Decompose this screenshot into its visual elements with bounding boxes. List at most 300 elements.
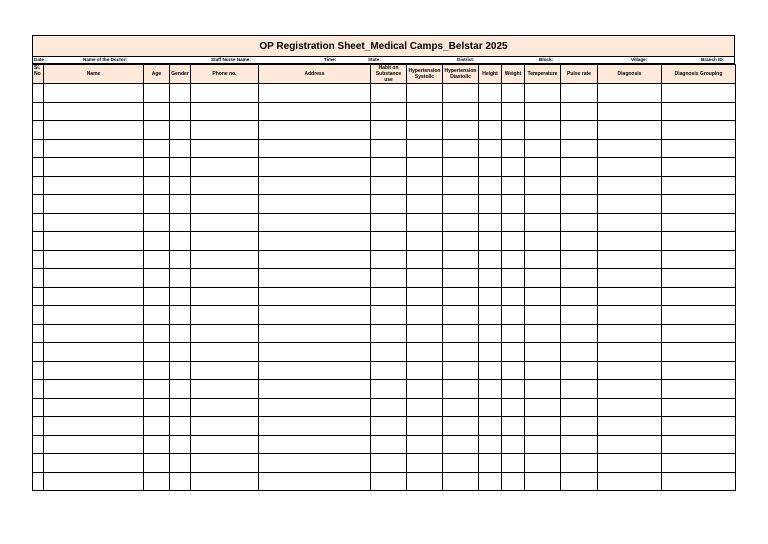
table-cell[interactable] xyxy=(662,398,736,417)
table-cell[interactable] xyxy=(479,472,502,491)
table-cell[interactable] xyxy=(662,121,736,140)
table-cell[interactable] xyxy=(144,435,170,454)
table-cell[interactable] xyxy=(259,139,371,158)
table-cell[interactable] xyxy=(33,361,44,380)
table-cell[interactable] xyxy=(479,195,502,214)
table-cell[interactable] xyxy=(598,472,662,491)
table-cell[interactable] xyxy=(407,454,443,473)
table-cell[interactable] xyxy=(33,102,44,121)
table-cell[interactable] xyxy=(371,176,407,195)
table-cell[interactable] xyxy=(662,435,736,454)
table-cell[interactable] xyxy=(502,121,525,140)
table-cell[interactable] xyxy=(33,158,44,177)
table-cell[interactable] xyxy=(479,343,502,362)
table-cell[interactable] xyxy=(170,343,191,362)
table-cell[interactable] xyxy=(502,195,525,214)
table-cell[interactable] xyxy=(259,232,371,251)
table-cell[interactable] xyxy=(170,324,191,343)
table-cell[interactable] xyxy=(144,361,170,380)
table-cell[interactable] xyxy=(33,380,44,399)
table-cell[interactable] xyxy=(502,435,525,454)
table-cell[interactable] xyxy=(144,232,170,251)
table-cell[interactable] xyxy=(598,398,662,417)
table-cell[interactable] xyxy=(502,269,525,288)
table-cell[interactable] xyxy=(598,417,662,436)
table-cell[interactable] xyxy=(144,343,170,362)
table-cell[interactable] xyxy=(561,380,598,399)
table-cell[interactable] xyxy=(259,417,371,436)
table-cell[interactable] xyxy=(525,250,561,269)
table-cell[interactable] xyxy=(662,213,736,232)
table-cell[interactable] xyxy=(170,158,191,177)
table-cell[interactable] xyxy=(44,380,144,399)
table-cell[interactable] xyxy=(598,232,662,251)
table-cell[interactable] xyxy=(443,380,479,399)
table-cell[interactable] xyxy=(662,472,736,491)
table-cell[interactable] xyxy=(598,84,662,103)
table-cell[interactable] xyxy=(662,195,736,214)
table-cell[interactable] xyxy=(44,195,144,214)
table-cell[interactable] xyxy=(525,287,561,306)
table-cell[interactable] xyxy=(479,269,502,288)
table-cell[interactable] xyxy=(662,84,736,103)
table-cell[interactable] xyxy=(502,324,525,343)
table-cell[interactable] xyxy=(259,269,371,288)
table-cell[interactable] xyxy=(33,84,44,103)
table-cell[interactable] xyxy=(259,454,371,473)
table-cell[interactable] xyxy=(44,84,144,103)
table-cell[interactable] xyxy=(44,102,144,121)
table-cell[interactable] xyxy=(407,343,443,362)
table-cell[interactable] xyxy=(44,176,144,195)
table-cell[interactable] xyxy=(479,213,502,232)
table-cell[interactable] xyxy=(561,454,598,473)
table-cell[interactable] xyxy=(144,287,170,306)
table-cell[interactable] xyxy=(662,102,736,121)
table-cell[interactable] xyxy=(44,343,144,362)
table-cell[interactable] xyxy=(44,121,144,140)
table-cell[interactable] xyxy=(170,306,191,325)
table-cell[interactable] xyxy=(170,195,191,214)
table-cell[interactable] xyxy=(561,417,598,436)
table-cell[interactable] xyxy=(443,195,479,214)
table-cell[interactable] xyxy=(502,398,525,417)
table-cell[interactable] xyxy=(662,158,736,177)
table-cell[interactable] xyxy=(191,306,259,325)
table-cell[interactable] xyxy=(33,195,44,214)
table-cell[interactable] xyxy=(525,361,561,380)
table-cell[interactable] xyxy=(443,158,479,177)
table-cell[interactable] xyxy=(191,121,259,140)
table-cell[interactable] xyxy=(662,361,736,380)
table-cell[interactable] xyxy=(144,454,170,473)
table-cell[interactable] xyxy=(33,398,44,417)
table-cell[interactable] xyxy=(479,232,502,251)
table-cell[interactable] xyxy=(561,158,598,177)
table-cell[interactable] xyxy=(170,269,191,288)
table-cell[interactable] xyxy=(502,158,525,177)
table-cell[interactable] xyxy=(443,361,479,380)
table-cell[interactable] xyxy=(44,454,144,473)
table-cell[interactable] xyxy=(191,250,259,269)
table-cell[interactable] xyxy=(598,158,662,177)
table-cell[interactable] xyxy=(662,343,736,362)
table-cell[interactable] xyxy=(44,435,144,454)
table-cell[interactable] xyxy=(561,398,598,417)
table-cell[interactable] xyxy=(525,343,561,362)
table-cell[interactable] xyxy=(259,158,371,177)
table-cell[interactable] xyxy=(502,343,525,362)
table-cell[interactable] xyxy=(479,121,502,140)
table-cell[interactable] xyxy=(191,343,259,362)
table-cell[interactable] xyxy=(144,213,170,232)
table-cell[interactable] xyxy=(191,139,259,158)
table-cell[interactable] xyxy=(662,269,736,288)
table-cell[interactable] xyxy=(598,102,662,121)
table-cell[interactable] xyxy=(44,472,144,491)
table-cell[interactable] xyxy=(443,454,479,473)
table-cell[interactable] xyxy=(525,324,561,343)
table-cell[interactable] xyxy=(33,417,44,436)
table-cell[interactable] xyxy=(598,269,662,288)
table-cell[interactable] xyxy=(259,84,371,103)
table-cell[interactable] xyxy=(443,232,479,251)
table-cell[interactable] xyxy=(561,195,598,214)
table-cell[interactable] xyxy=(33,269,44,288)
table-cell[interactable] xyxy=(170,398,191,417)
table-cell[interactable] xyxy=(44,139,144,158)
table-cell[interactable] xyxy=(479,435,502,454)
table-cell[interactable] xyxy=(33,454,44,473)
table-cell[interactable] xyxy=(371,121,407,140)
table-cell[interactable] xyxy=(502,232,525,251)
table-cell[interactable] xyxy=(561,343,598,362)
table-cell[interactable] xyxy=(191,176,259,195)
table-cell[interactable] xyxy=(44,213,144,232)
table-cell[interactable] xyxy=(561,84,598,103)
table-cell[interactable] xyxy=(407,435,443,454)
table-cell[interactable] xyxy=(502,306,525,325)
table-cell[interactable] xyxy=(561,121,598,140)
table-cell[interactable] xyxy=(44,232,144,251)
table-cell[interactable] xyxy=(502,213,525,232)
table-cell[interactable] xyxy=(525,472,561,491)
table-cell[interactable] xyxy=(170,213,191,232)
table-cell[interactable] xyxy=(561,213,598,232)
table-cell[interactable] xyxy=(259,195,371,214)
table-cell[interactable] xyxy=(144,269,170,288)
table-cell[interactable] xyxy=(33,232,44,251)
table-cell[interactable] xyxy=(443,306,479,325)
table-cell[interactable] xyxy=(502,102,525,121)
table-cell[interactable] xyxy=(33,176,44,195)
table-cell[interactable] xyxy=(525,121,561,140)
table-cell[interactable] xyxy=(502,454,525,473)
table-cell[interactable] xyxy=(525,102,561,121)
table-cell[interactable] xyxy=(525,176,561,195)
table-cell[interactable] xyxy=(191,158,259,177)
table-cell[interactable] xyxy=(170,102,191,121)
table-cell[interactable] xyxy=(144,84,170,103)
table-cell[interactable] xyxy=(443,102,479,121)
table-cell[interactable] xyxy=(191,472,259,491)
table-cell[interactable] xyxy=(44,287,144,306)
table-cell[interactable] xyxy=(371,158,407,177)
table-cell[interactable] xyxy=(443,287,479,306)
table-cell[interactable] xyxy=(662,454,736,473)
table-cell[interactable] xyxy=(443,398,479,417)
table-cell[interactable] xyxy=(502,417,525,436)
table-cell[interactable] xyxy=(502,380,525,399)
table-cell[interactable] xyxy=(502,250,525,269)
table-cell[interactable] xyxy=(407,269,443,288)
table-cell[interactable] xyxy=(144,250,170,269)
table-cell[interactable] xyxy=(407,361,443,380)
table-cell[interactable] xyxy=(33,139,44,158)
table-cell[interactable] xyxy=(191,232,259,251)
table-cell[interactable] xyxy=(525,195,561,214)
table-cell[interactable] xyxy=(259,213,371,232)
table-cell[interactable] xyxy=(191,84,259,103)
table-cell[interactable] xyxy=(598,306,662,325)
table-cell[interactable] xyxy=(259,306,371,325)
table-cell[interactable] xyxy=(259,361,371,380)
table-cell[interactable] xyxy=(170,454,191,473)
table-cell[interactable] xyxy=(502,176,525,195)
table-cell[interactable] xyxy=(561,139,598,158)
table-cell[interactable] xyxy=(170,417,191,436)
table-cell[interactable] xyxy=(371,195,407,214)
table-cell[interactable] xyxy=(44,269,144,288)
table-cell[interactable] xyxy=(561,287,598,306)
table-cell[interactable] xyxy=(371,84,407,103)
table-cell[interactable] xyxy=(371,472,407,491)
table-cell[interactable] xyxy=(33,343,44,362)
table-cell[interactable] xyxy=(144,158,170,177)
table-cell[interactable] xyxy=(33,306,44,325)
table-cell[interactable] xyxy=(502,472,525,491)
table-cell[interactable] xyxy=(144,139,170,158)
table-cell[interactable] xyxy=(479,324,502,343)
table-cell[interactable] xyxy=(525,213,561,232)
table-cell[interactable] xyxy=(33,287,44,306)
table-cell[interactable] xyxy=(371,324,407,343)
table-cell[interactable] xyxy=(598,195,662,214)
table-cell[interactable] xyxy=(259,435,371,454)
table-cell[interactable] xyxy=(407,158,443,177)
table-cell[interactable] xyxy=(662,232,736,251)
table-cell[interactable] xyxy=(662,176,736,195)
table-cell[interactable] xyxy=(479,417,502,436)
table-cell[interactable] xyxy=(259,380,371,399)
table-cell[interactable] xyxy=(407,176,443,195)
table-cell[interactable] xyxy=(525,84,561,103)
table-cell[interactable] xyxy=(662,139,736,158)
table-cell[interactable] xyxy=(561,361,598,380)
table-cell[interactable] xyxy=(598,380,662,399)
table-cell[interactable] xyxy=(33,121,44,140)
table-cell[interactable] xyxy=(502,139,525,158)
table-cell[interactable] xyxy=(407,121,443,140)
table-cell[interactable] xyxy=(598,343,662,362)
table-cell[interactable] xyxy=(502,361,525,380)
table-cell[interactable] xyxy=(44,158,144,177)
table-cell[interactable] xyxy=(598,139,662,158)
table-cell[interactable] xyxy=(525,269,561,288)
table-cell[interactable] xyxy=(407,287,443,306)
table-cell[interactable] xyxy=(561,269,598,288)
table-cell[interactable] xyxy=(443,139,479,158)
table-cell[interactable] xyxy=(371,232,407,251)
table-cell[interactable] xyxy=(443,343,479,362)
table-cell[interactable] xyxy=(371,306,407,325)
table-cell[interactable] xyxy=(191,417,259,436)
table-cell[interactable] xyxy=(371,269,407,288)
table-cell[interactable] xyxy=(144,380,170,399)
table-cell[interactable] xyxy=(407,417,443,436)
table-cell[interactable] xyxy=(191,195,259,214)
table-cell[interactable] xyxy=(191,269,259,288)
table-cell[interactable] xyxy=(144,472,170,491)
table-cell[interactable] xyxy=(479,139,502,158)
table-cell[interactable] xyxy=(561,435,598,454)
table-cell[interactable] xyxy=(191,213,259,232)
table-cell[interactable] xyxy=(407,398,443,417)
table-cell[interactable] xyxy=(662,306,736,325)
table-cell[interactable] xyxy=(371,139,407,158)
table-cell[interactable] xyxy=(407,102,443,121)
table-cell[interactable] xyxy=(33,435,44,454)
table-cell[interactable] xyxy=(479,250,502,269)
table-cell[interactable] xyxy=(443,213,479,232)
table-cell[interactable] xyxy=(170,472,191,491)
table-cell[interactable] xyxy=(170,435,191,454)
table-cell[interactable] xyxy=(371,361,407,380)
table-cell[interactable] xyxy=(479,361,502,380)
table-cell[interactable] xyxy=(561,324,598,343)
table-cell[interactable] xyxy=(598,213,662,232)
table-cell[interactable] xyxy=(561,250,598,269)
table-cell[interactable] xyxy=(561,232,598,251)
table-cell[interactable] xyxy=(598,324,662,343)
table-cell[interactable] xyxy=(479,398,502,417)
table-cell[interactable] xyxy=(191,454,259,473)
table-cell[interactable] xyxy=(371,454,407,473)
table-cell[interactable] xyxy=(443,84,479,103)
table-cell[interactable] xyxy=(598,121,662,140)
table-cell[interactable] xyxy=(33,250,44,269)
table-cell[interactable] xyxy=(502,84,525,103)
table-cell[interactable] xyxy=(598,454,662,473)
table-cell[interactable] xyxy=(44,250,144,269)
table-cell[interactable] xyxy=(561,472,598,491)
table-cell[interactable] xyxy=(170,380,191,399)
table-cell[interactable] xyxy=(259,102,371,121)
table-cell[interactable] xyxy=(443,435,479,454)
table-cell[interactable] xyxy=(33,324,44,343)
table-cell[interactable] xyxy=(191,361,259,380)
table-cell[interactable] xyxy=(443,250,479,269)
table-cell[interactable] xyxy=(407,84,443,103)
table-cell[interactable] xyxy=(259,250,371,269)
table-cell[interactable] xyxy=(407,250,443,269)
table-cell[interactable] xyxy=(525,435,561,454)
table-cell[interactable] xyxy=(144,195,170,214)
table-cell[interactable] xyxy=(479,102,502,121)
table-cell[interactable] xyxy=(443,269,479,288)
table-cell[interactable] xyxy=(371,343,407,362)
table-cell[interactable] xyxy=(598,361,662,380)
table-cell[interactable] xyxy=(662,250,736,269)
table-cell[interactable] xyxy=(144,398,170,417)
table-cell[interactable] xyxy=(479,84,502,103)
table-cell[interactable] xyxy=(259,287,371,306)
table-cell[interactable] xyxy=(44,324,144,343)
table-cell[interactable] xyxy=(371,380,407,399)
table-cell[interactable] xyxy=(407,380,443,399)
table-cell[interactable] xyxy=(170,176,191,195)
table-cell[interactable] xyxy=(525,454,561,473)
table-cell[interactable] xyxy=(170,361,191,380)
table-cell[interactable] xyxy=(479,306,502,325)
table-cell[interactable] xyxy=(443,472,479,491)
table-cell[interactable] xyxy=(561,102,598,121)
table-cell[interactable] xyxy=(443,417,479,436)
table-cell[interactable] xyxy=(170,121,191,140)
table-cell[interactable] xyxy=(407,324,443,343)
table-cell[interactable] xyxy=(525,398,561,417)
table-cell[interactable] xyxy=(44,398,144,417)
table-cell[interactable] xyxy=(191,435,259,454)
table-cell[interactable] xyxy=(170,139,191,158)
table-cell[interactable] xyxy=(598,435,662,454)
table-cell[interactable] xyxy=(259,324,371,343)
table-cell[interactable] xyxy=(170,232,191,251)
table-cell[interactable] xyxy=(170,287,191,306)
table-cell[interactable] xyxy=(598,250,662,269)
table-cell[interactable] xyxy=(259,343,371,362)
table-cell[interactable] xyxy=(144,121,170,140)
table-cell[interactable] xyxy=(598,287,662,306)
table-cell[interactable] xyxy=(371,417,407,436)
table-cell[interactable] xyxy=(525,139,561,158)
table-cell[interactable] xyxy=(191,324,259,343)
table-cell[interactable] xyxy=(44,306,144,325)
table-cell[interactable] xyxy=(144,176,170,195)
table-cell[interactable] xyxy=(525,232,561,251)
table-cell[interactable] xyxy=(144,306,170,325)
table-cell[interactable] xyxy=(525,306,561,325)
table-cell[interactable] xyxy=(598,176,662,195)
table-cell[interactable] xyxy=(407,213,443,232)
table-cell[interactable] xyxy=(561,176,598,195)
table-cell[interactable] xyxy=(407,139,443,158)
table-cell[interactable] xyxy=(479,158,502,177)
table-cell[interactable] xyxy=(259,176,371,195)
table-cell[interactable] xyxy=(662,417,736,436)
table-cell[interactable] xyxy=(44,417,144,436)
table-cell[interactable] xyxy=(662,287,736,306)
table-cell[interactable] xyxy=(407,306,443,325)
table-cell[interactable] xyxy=(525,417,561,436)
table-cell[interactable] xyxy=(443,324,479,343)
table-cell[interactable] xyxy=(191,287,259,306)
table-cell[interactable] xyxy=(479,287,502,306)
table-cell[interactable] xyxy=(144,102,170,121)
table-cell[interactable] xyxy=(443,121,479,140)
table-cell[interactable] xyxy=(259,398,371,417)
table-cell[interactable] xyxy=(662,380,736,399)
